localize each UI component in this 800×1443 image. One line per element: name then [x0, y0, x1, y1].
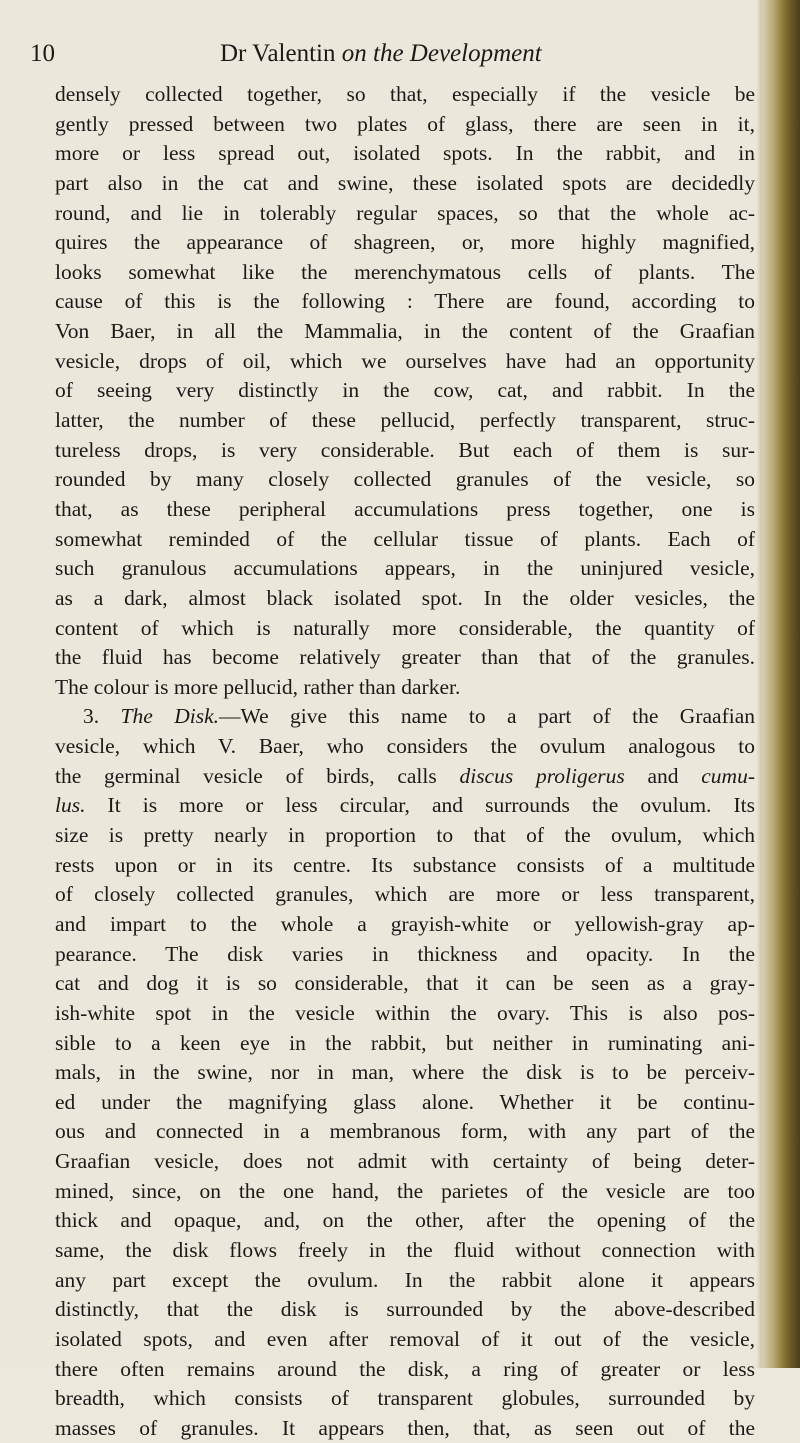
text-line: part also in the cat and swine, these isolated spots are decidedly [55, 170, 755, 195]
text-line: vesicle, drops of oil, which we ourselves have had an opportunity [55, 348, 755, 373]
text-line: and impart to the whole a grayish-white or yellowish-gray ap- [55, 911, 755, 936]
text-line: size is pretty nearly in proportion to that of the ovulum, which [55, 823, 755, 848]
text-line: such granulous accumulations appears, in the uninjured vesicle, [55, 556, 755, 581]
text-line: latter, the number of these pellucid, perfectly transparent, struc- [55, 408, 755, 433]
text-line: thick and opaque, and, on the other, after the opening of the [55, 1208, 755, 1233]
text-line: lus. It is more or less circular, and surrounds the ovulum. Its [55, 793, 755, 818]
text-line: Von Baer, in all the Mammalia, in the content of the Graafian [55, 319, 755, 344]
running-head-plain: Dr Valentin [220, 40, 342, 67]
running-head [220, 40, 542, 68]
text-line: the fluid has become relatively greater than that of the granules. [55, 645, 755, 670]
text-line: round, and lie in tolerably regular spaces, so that the whole ac- [55, 200, 755, 225]
text-line: isolated spots, and even after removal of it out of the vesicle, [55, 1326, 755, 1351]
text-line: any part except the ovulum. In the rabbit alone it appears [55, 1267, 755, 1292]
text-line: as a dark, almost black isolated spot. In the older vesicles, the [55, 585, 755, 610]
text-line: ous and connected in a membranous form, with any part of the [55, 1119, 755, 1144]
text-line: sible to a keen eye in the rabbit, but neither in ruminating ani- [55, 1030, 755, 1055]
text-line: pearance. The disk varies in thickness and opacity. In the [55, 941, 755, 966]
text-line: same, the disk flows freely in the fluid without connection with [55, 1237, 755, 1262]
text-line: mals, in the swine, nor in man, where the disk is to be perceiv- [55, 1060, 755, 1085]
text-line: tureless drops, is very considerable. But each of them is sur- [55, 437, 755, 462]
text-line: masses of granules. It appears then, that, as seen out of the [55, 1415, 755, 1440]
text-line: that, as these peripheral accumulations press together, one is [55, 496, 755, 521]
page-header [30, 32, 770, 80]
text-line: somewhat reminded of the cellular tissue of plants. Each of [55, 526, 755, 551]
text-line: breadth, which consists of transparent globules, surrounded by [55, 1386, 755, 1411]
text-line: of closely collected granules, which are more or less transparent, [55, 882, 755, 907]
text-line: there often remains around the disk, a ring of greater or less [55, 1356, 755, 1381]
text-line: densely collected together, so that, especially if the vesicle be [55, 82, 755, 106]
text-line: The colour is more pellucid, rather than darker. [55, 674, 461, 699]
text-line: rounded by many closely collected granules of the vesicle, so [55, 467, 755, 492]
text-line: the germinal vesicle of birds, calls discus proligerus and cumu- [55, 763, 755, 788]
text-line: vesicle, which V. Baer, who considers the ovulum analogous to [55, 734, 755, 759]
text-line: ish-white spot in the vesicle within the ovary. This is also pos- [55, 1000, 755, 1025]
text-line: Graafian vesicle, does not admit with certainty of being deter- [55, 1149, 755, 1174]
page-number: 10 [30, 40, 55, 67]
book-edge [762, 0, 800, 1368]
text-line: quires the appearance of shagreen, or, more highly magnified, [55, 230, 755, 255]
text-line: more or less spread out, isolated spots. In the rabbit, and in [55, 141, 755, 166]
text-line: cat and dog it is so considerable, that it can be seen as a gray- [55, 971, 755, 996]
text-line: gently pressed between two plates of glass, there are seen in it, [55, 111, 755, 136]
text-line: of seeing very distinctly in the cow, cat, and rabbit. In the [55, 378, 755, 403]
text-line: mined, since, on the one hand, the parietes of the vesicle are too [55, 1178, 755, 1203]
body-text [55, 80, 755, 1443]
running-head-italic: on the Development [341, 40, 542, 67]
text-line: distinctly, that the disk is surrounded by the above-described [55, 1297, 755, 1322]
text-line: rests upon or in its centre. Its substance consists of a multitude [55, 852, 755, 877]
text-line: 3. The Disk.—We give this name to a part of the Graafian [83, 704, 755, 729]
text-line: content of which is naturally more considerable, the quantity of [55, 615, 755, 640]
text-line: cause of this is the following : There are found, according to [55, 289, 755, 314]
text-line: ed under the magnifying glass alone. Whether it be continu- [55, 1089, 755, 1114]
text-line: looks somewhat like the merenchymatous cells of plants. The [55, 259, 755, 284]
